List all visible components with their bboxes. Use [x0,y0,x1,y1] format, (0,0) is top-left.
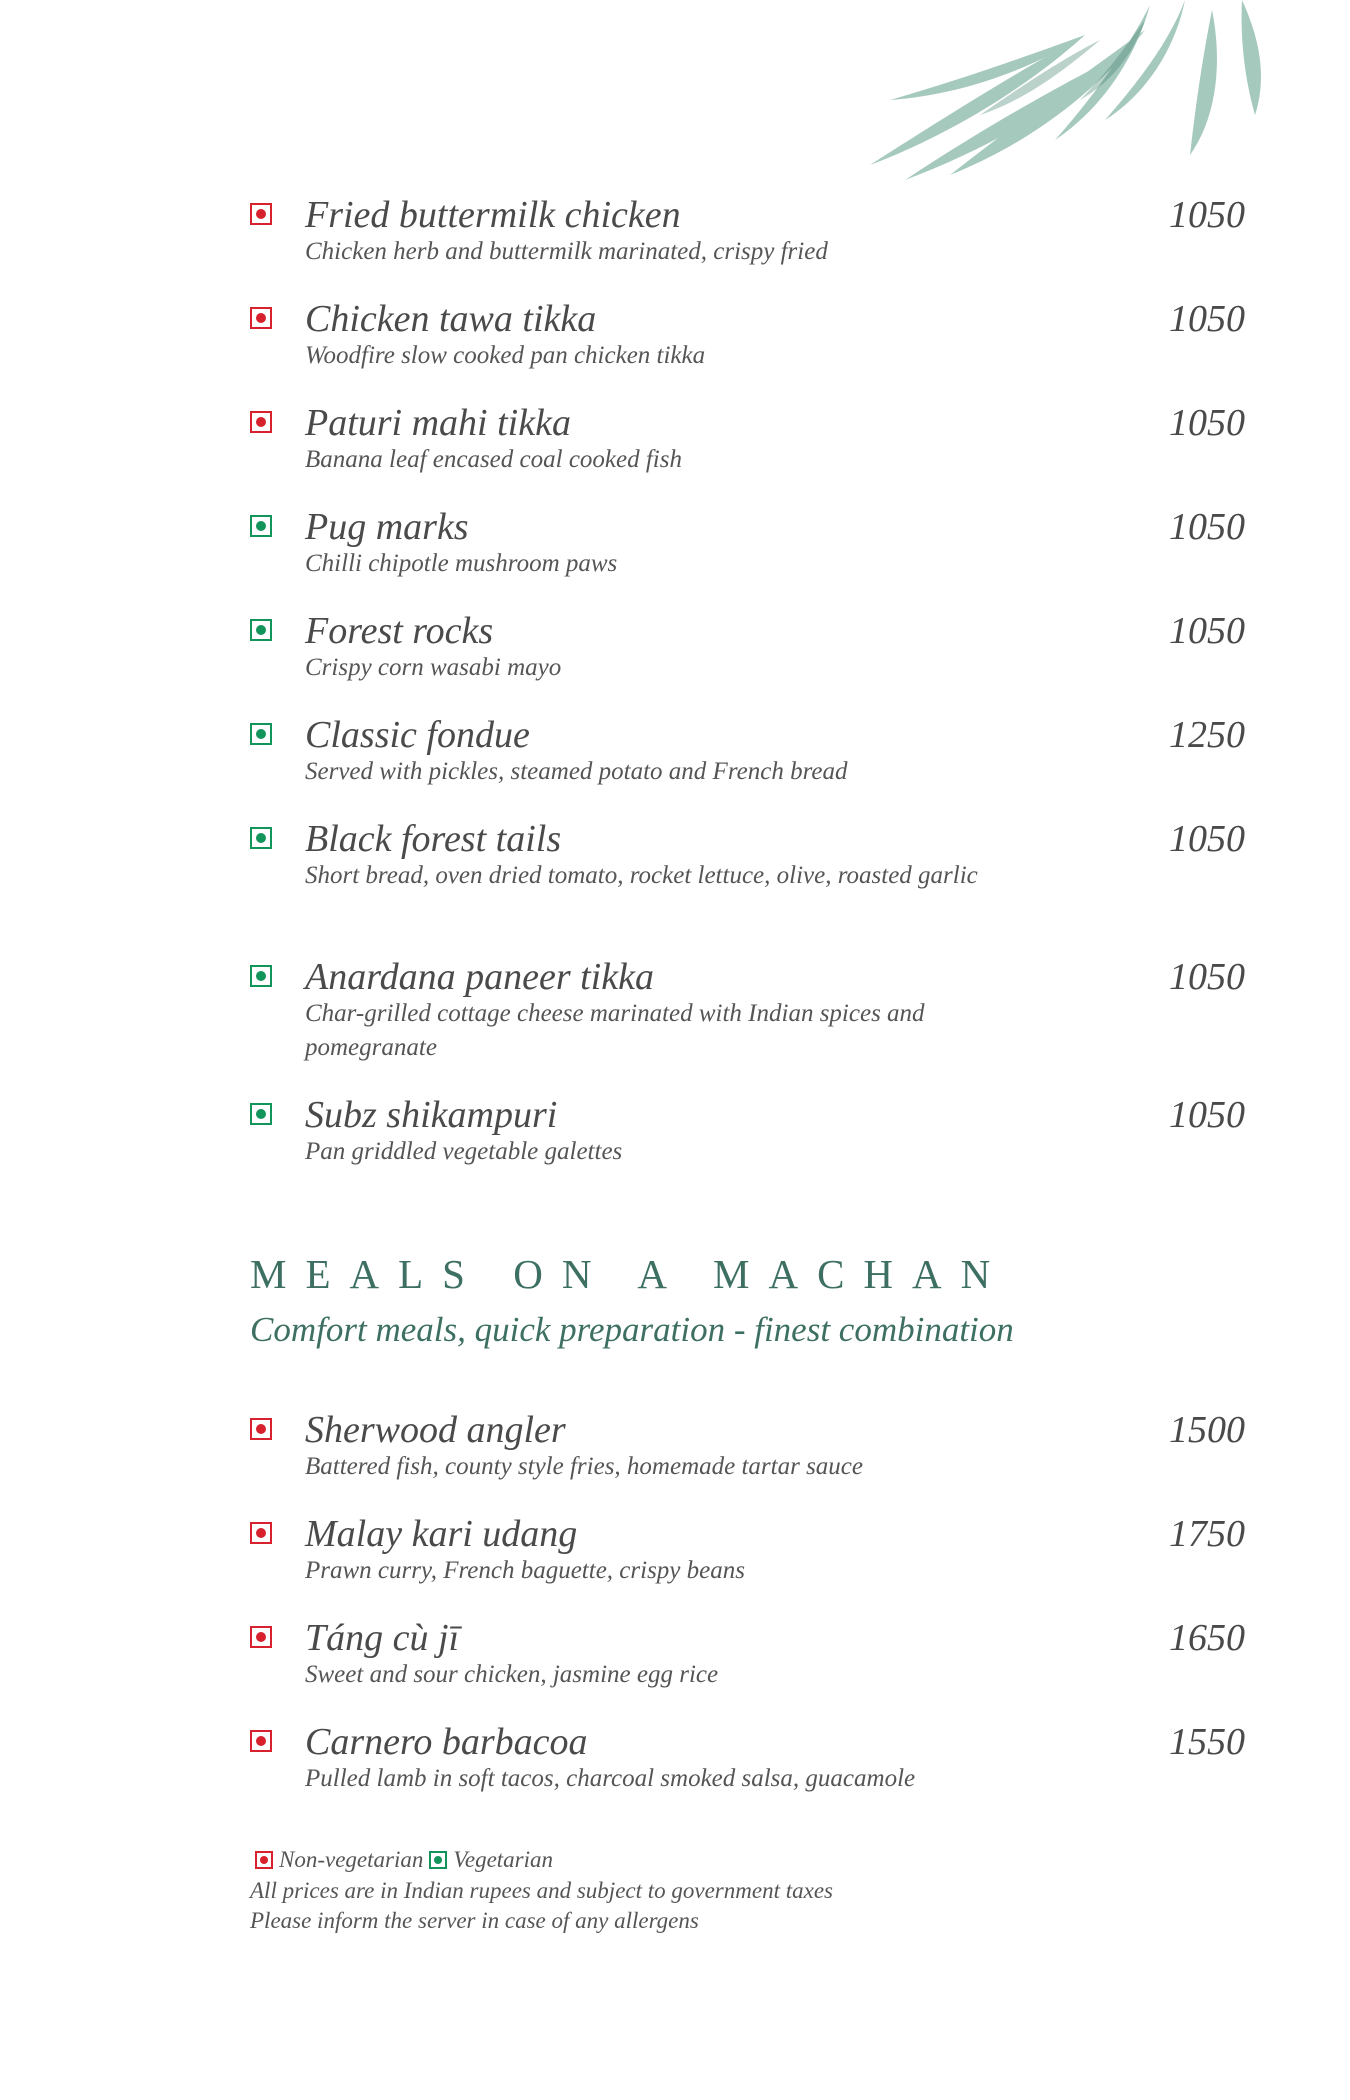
veg-icon [250,1103,272,1125]
veg-icon [429,1851,447,1869]
item-price: 1250 [1169,714,1245,756]
item-description: Crispy corn wasabi mayo [305,654,562,681]
item-name: Carnero barbacoa [305,1721,588,1763]
item-description: Served with pickles, steamed potato and French bread [305,758,848,785]
item-price: 1650 [1169,1617,1245,1659]
item-description: Pulled lamb in soft tacos, charcoal smoked salsa, guacamole [305,1765,916,1792]
item-price: 1050 [1169,298,1245,340]
item-description: Short bread, oven dried tomato, rocket lettuce, olive, roasted garlic [305,862,978,889]
footer [250,1844,1150,1936]
nonveg-icon [250,411,272,433]
item-name: Forest rocks [305,610,494,652]
item-name: Chicken tawa tikka [305,298,597,340]
prices-note: All prices are in Indian rupees and subject to government taxes [250,1878,833,1903]
item-name: Pug marks [305,506,469,548]
section-subtitle: Comfort meals, quick preparation - finest combination [250,1310,1014,1349]
veg-icon [250,723,272,745]
veg-icon [250,827,272,849]
section-title: MEALS ON A MACHAN [250,1251,1010,1297]
allergen-note: Please inform the server in case of any allergens [250,1908,699,1933]
item-price: 1050 [1169,956,1245,998]
item-description: Battered fish, county style fries, homemade tartar sauce [305,1453,863,1480]
item-name: Classic fondue [305,714,530,756]
nonveg-icon [255,1851,273,1869]
item-name: Táng cù jī [305,1617,460,1659]
legend-nonveg-label: Non-vegetarian [279,1847,424,1872]
item-price: 1050 [1169,818,1245,860]
item-name: Anardana paneer tikka [305,956,654,998]
item-name: Subz shikampuri [305,1094,558,1136]
item-price: 1050 [1169,610,1245,652]
item-price: 1750 [1169,1513,1245,1555]
item-name: Paturi mahi tikka [305,402,571,444]
item-price: 1050 [1169,194,1245,236]
item-price: 1500 [1169,1409,1245,1451]
legend-veg-label: Vegetarian [453,1847,554,1872]
leaf-decoration [830,0,1350,190]
veg-icon [250,515,272,537]
item-description: Chicken herb and buttermilk marinated, crispy fried [305,238,828,265]
veg-icon [250,619,272,641]
nonveg-icon [250,1522,272,1544]
item-description: Banana leaf encased coal cooked fish [305,446,682,473]
item-price: 1050 [1169,402,1245,444]
veg-icon [250,965,272,987]
nonveg-icon [250,1626,272,1648]
item-description: Prawn curry, French baguette, crispy beans [305,1557,745,1584]
item-name: Sherwood angler [305,1409,566,1451]
item-name: Black forest tails [305,818,562,860]
diet-legend [250,1844,1150,1876]
item-description: Sweet and sour chicken, jasmine egg rice [305,1661,719,1688]
nonveg-icon [250,1730,272,1752]
item-price: 1050 [1169,1094,1245,1136]
item-price: 1550 [1169,1721,1245,1763]
item-description: Pan griddled vegetable galettes [305,1138,623,1165]
item-description: Chilli chipotle mushroom paws [305,550,618,577]
nonveg-icon [250,307,272,329]
item-price: 1050 [1169,506,1245,548]
nonveg-icon [250,203,272,225]
item-name: Fried buttermilk chicken [305,194,681,236]
item-description: Woodfire slow cooked pan chicken tikka [305,342,706,369]
item-name: Malay kari udang [305,1513,578,1555]
item-description: Char-grilled cottage cheese marinated with Indian spices and pomegranate [305,1000,925,1061]
nonveg-icon [250,1418,272,1440]
